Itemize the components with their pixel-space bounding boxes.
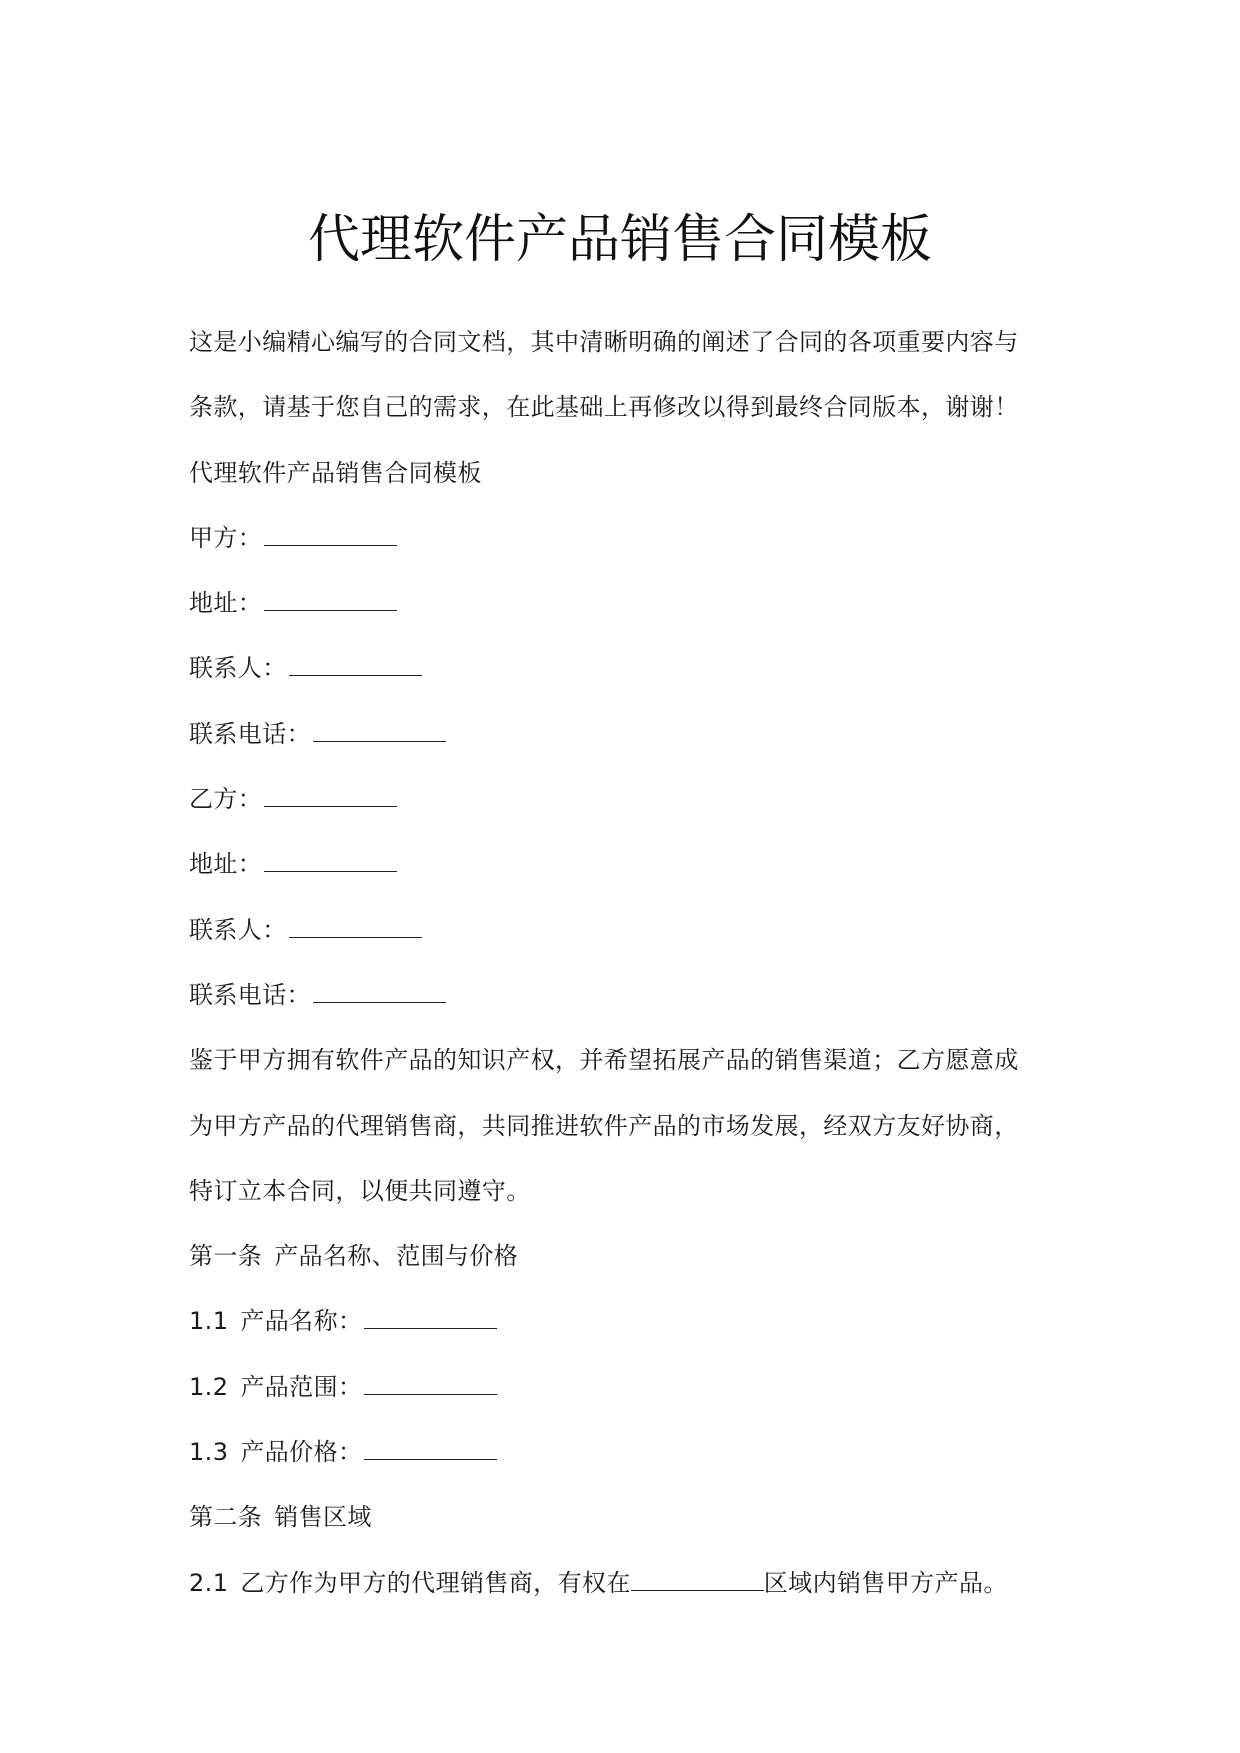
preamble-line-3: 特订立本合同，以便共同遵守。 <box>189 1176 531 1205</box>
party-b-contact-label: 联系人： <box>189 915 287 944</box>
party-b-name-row <box>189 767 1069 832</box>
party-b-address-row <box>189 832 1069 897</box>
contract-subtitle: 代理软件产品销售合同模板 <box>189 458 482 487</box>
intro-line-2: 条款，请基于您自己的需求，在此基础上再修改以得到最终合同版本，谢谢！ <box>189 393 1019 422</box>
party-a-address-blank[interactable] <box>264 590 397 611</box>
party-a-address-label: 地址： <box>189 589 263 618</box>
intro-line-1: 这是小编精心编写的合同文档，其中清晰明确的阐述了合同的各项重要内容与 <box>189 328 1019 356</box>
party-a-contact-label: 联系人： <box>189 654 287 683</box>
party-b-address-label: 地址： <box>189 850 263 879</box>
clause-1-3-label: 产品价格： <box>240 1438 363 1467</box>
party-a-address-row <box>189 571 1069 636</box>
party-a-phone-label: 联系电话： <box>189 719 311 748</box>
party-b-phone-label: 联系电话： <box>189 980 311 1009</box>
document-body <box>189 310 1069 1616</box>
clause-1-1-label: 产品名称： <box>240 1307 363 1336</box>
product-name-blank[interactable] <box>364 1308 497 1329</box>
party-b-contact-blank[interactable] <box>289 917 422 938</box>
party-a-contact-blank[interactable] <box>289 655 422 676</box>
article-1-heading <box>189 1224 1069 1289</box>
preamble-line-1: 鉴于甲方拥有软件产品的知识产权，并希望拓展产品的销售渠道；乙方愿意成 <box>189 1046 1019 1075</box>
preamble-line-2: 为甲方产品的代理销售商，共同推进软件产品的市场发展，经双方友好协商， <box>189 1111 1019 1140</box>
clause-2-1-text-after: 区域内销售甲方产品。 <box>763 1568 1008 1597</box>
party-a-name-label: 甲方： <box>189 523 263 552</box>
article-2-heading <box>189 1485 1069 1550</box>
party-b-phone-blank[interactable] <box>313 982 446 1003</box>
clause-2-1-row <box>189 1551 1069 1616</box>
clause-1-3-number: 1.3 <box>189 1438 229 1467</box>
party-b-name-label: 乙方： <box>189 785 263 814</box>
sales-region-blank[interactable] <box>631 1570 764 1591</box>
party-a-name-blank[interactable] <box>264 525 397 546</box>
party-a-phone-blank[interactable] <box>313 721 446 742</box>
party-a-contact-row <box>189 636 1069 701</box>
article-2-number: 第二条 <box>189 1503 263 1532</box>
product-scope-blank[interactable] <box>364 1374 497 1395</box>
document-title: 代理软件产品销售合同模板 <box>307 210 932 270</box>
party-b-address-blank[interactable] <box>264 851 397 872</box>
party-b-name-blank[interactable] <box>264 786 397 807</box>
party-b-contact-row <box>189 898 1069 963</box>
clause-1-3-row <box>189 1420 1069 1485</box>
clause-1-2-row <box>189 1355 1069 1420</box>
clause-1-2-number: 1.2 <box>189 1372 229 1401</box>
clause-1-1-number: 1.1 <box>189 1307 229 1336</box>
clause-1-1-row <box>189 1289 1069 1354</box>
party-a-phone-row <box>189 702 1069 767</box>
article-1-title: 产品名称、范围与价格 <box>274 1242 519 1271</box>
clause-2-1-text-before: 乙方作为甲方的代理销售商，有权在 <box>240 1568 631 1597</box>
party-a-name-row <box>189 506 1069 571</box>
clause-2-1-number: 2.1 <box>189 1568 229 1597</box>
article-2-title: 销售区域 <box>274 1503 372 1532</box>
product-price-blank[interactable] <box>364 1439 497 1460</box>
party-b-phone-row <box>189 963 1069 1028</box>
article-1-number: 第一条 <box>189 1242 263 1271</box>
clause-1-2-label: 产品范围： <box>240 1372 363 1401</box>
